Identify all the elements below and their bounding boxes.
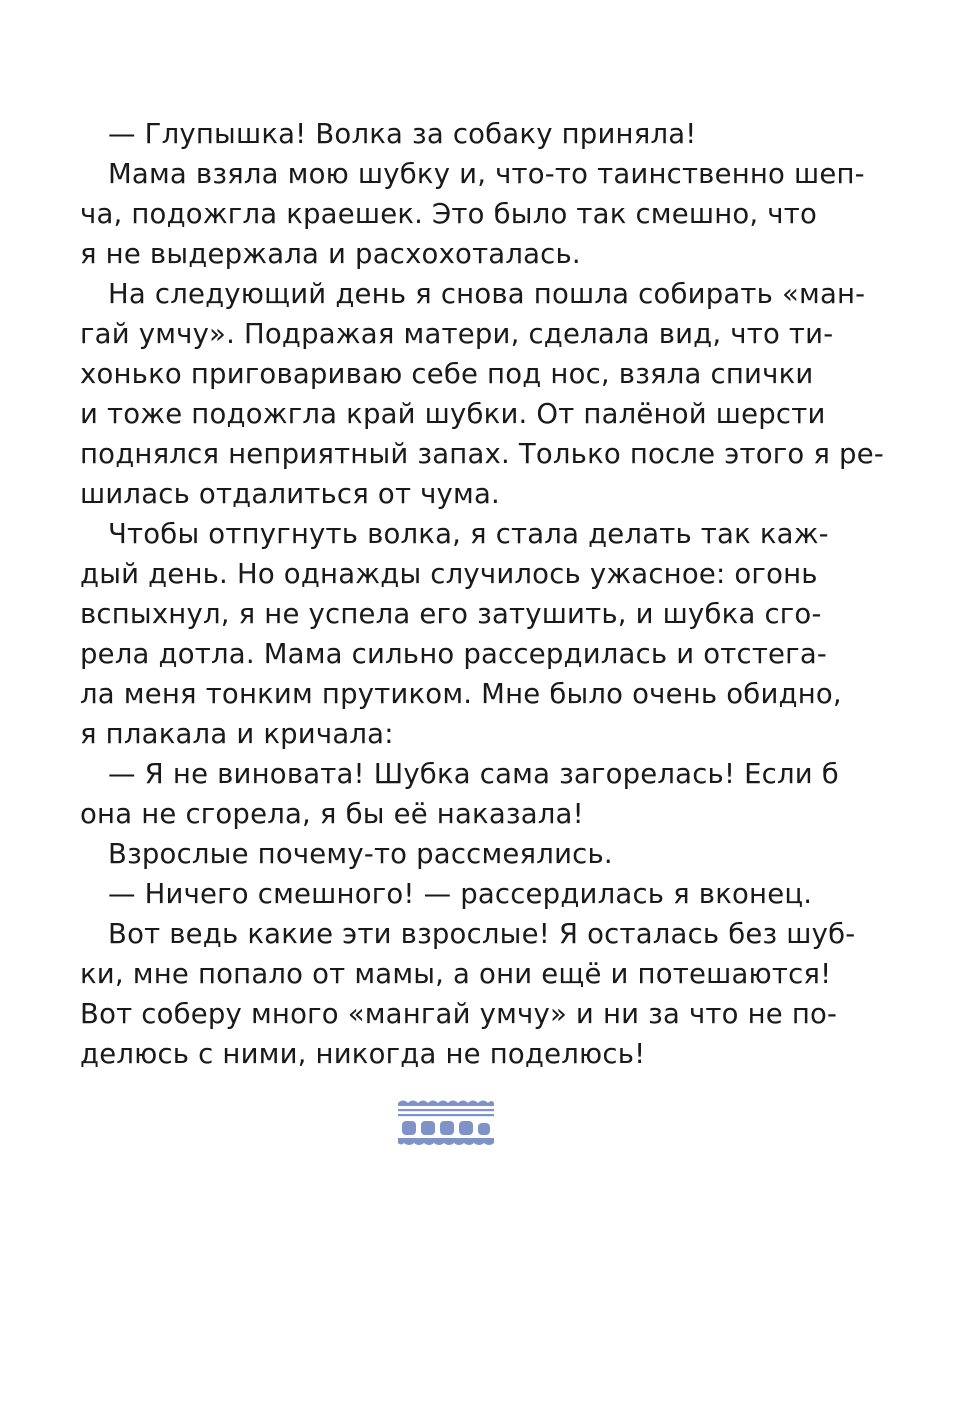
text-line: — Глупышка! Волка за собаку приняла! (108, 118, 697, 150)
text-line: вспыхнул, я не успела его затушить, и шубка сго- (80, 598, 822, 630)
text-line: и тоже подожгла край шубки. От палёной шерсти (80, 398, 826, 430)
text-line: делюсь с ними, никогда не поделюсь! (80, 1038, 646, 1070)
text-line: она не сгорела, я бы её наказала! (80, 798, 584, 830)
text-line: поднялся неприятный запах. Только после этого я ре- (80, 438, 884, 470)
text-line: я не выдержала и расхохоталась. (80, 238, 581, 270)
text-line: Взрослые почему-то рассмеялись. (108, 838, 613, 870)
text-line: Чтобы отпугнуть волка, я стала делать так каж- (108, 518, 829, 550)
ornament-icon (396, 1097, 496, 1149)
paragraph (80, 154, 865, 274)
paragraph (80, 114, 812, 154)
text-line: Вот ведь какие эти взрослые! Я осталась без шуб- (108, 918, 856, 950)
text-line: ча, подожгла краешек. Это было так смешно, что (80, 198, 817, 230)
story-text (80, 114, 884, 1074)
text-line: — Ничего смешного! — рассердилась я вконец. (108, 878, 813, 910)
text-line: Вот соберу много «мангай умчу» и ни за что не по- (80, 998, 838, 1030)
paragraph (80, 834, 812, 874)
text-line: Мама взяла мою шубку и, что-то таинственно шеп- (108, 158, 865, 190)
paragraph (80, 754, 839, 834)
text-line: ки, мне попало от мамы, а они ещё и потешаются! (80, 958, 832, 990)
text-line: На следующий день я снова пошла собирать «ман- (108, 278, 866, 310)
paragraph (80, 514, 842, 754)
paragraph (80, 274, 884, 514)
text-line: я плакала и кричала: (80, 718, 394, 750)
text-line: хонько приговариваю себе под нос, взяла спички (80, 358, 814, 390)
text-line: шилась отдалиться от чума. (80, 478, 500, 510)
text-line: ла меня тонким прутиком. Мне было очень обидно, (80, 678, 842, 710)
paragraph (80, 874, 812, 914)
text-line: дый день. Но однажды случилось ужасное: огонь (80, 558, 818, 590)
text-line: гай умчу». Подражая матери, сделала вид, что ти- (80, 318, 834, 350)
text-line: рела дотла. Мама сильно рассердилась и отстега- (80, 638, 827, 670)
paragraph (80, 914, 856, 1074)
text-line: — Я не виновата! Шубка сама загорелась! Если б (108, 758, 839, 790)
